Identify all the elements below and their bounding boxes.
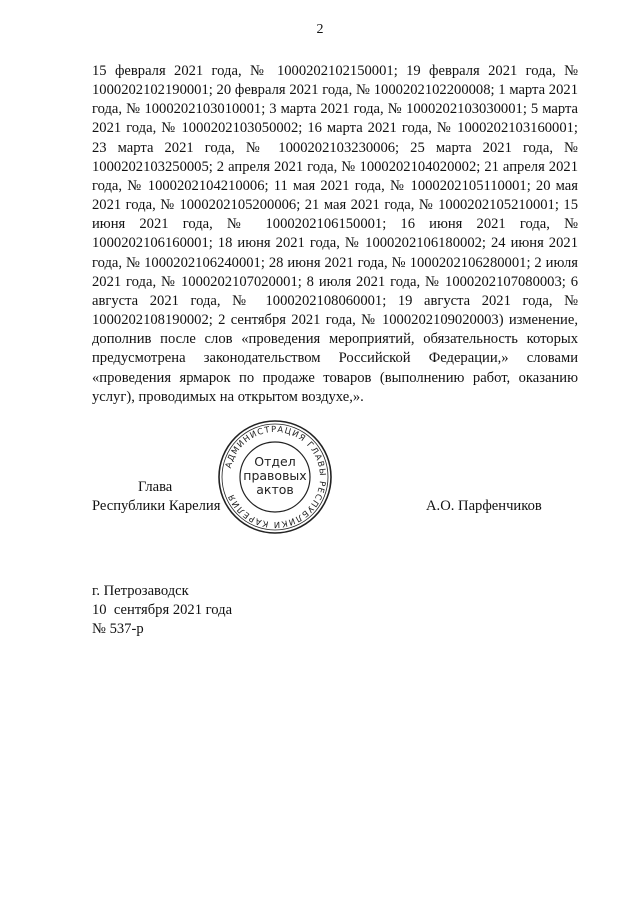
decree-body-text: 15 февраля 2021 года, № 1000202102150001; 19 февраля 2021 года, № 1000202102190001; 20 февраля 2021 года, № 1000202102200008; 1 марта 2021 года, № 1000202103010001; 3 марта 2021 года, № 1000202103030001; 5 марта 2021 года, № 1000202103050002; 16 марта 2021 года, № 1000202103160001; 23 марта 2021 года, № 1000202103230006; 25 марта 2021 года, № 1000202103250005; 2 апреля 2021 года, № 1000202104020002; 21 апреля 2021 года, № 1000202104210006; 11 мая 2021 года, № 1000202105110001; 20 мая 2021 года, № 1000202105200006; 21 мая 2021 года, № 1000202105210001; 15 июня 2021 года, № 1000202106150001; 16 июня 2021 года, № 1000202106160001; 18 июня 2021 года, № 1000202106180002; 24 июня 2021 года, № 1000202106240001; 28 июня 2021 года, № 1000202106280001; 2 июля 2021 года, № 1000202107020001; 8 июля 2021 года, № 1000202107080003; 6 августа 2021 года, № 1000202108060001; 19 августа 2021 года, № 1000202108190002; 2 сентября 2021 года, № 1000202109020003) изменение, дополнив после слов «проведения мероприятий, обязательность которых предусмотрена законодательством Российской Федерации,» словами «проведения ярмарок по продаже товаров (выполнению работ, оказанию услуг), проводимых на открытом воздухе,».	[92, 63, 578, 405]
footer-order-number: № 537-р	[92, 621, 144, 637]
signature-block	[92, 478, 578, 522]
signatory-name: А.О. Парфенчиков	[426, 498, 542, 514]
stamp-ring-text: АДМИНИСТРАЦИЯ ГЛАВЫ РЕСПУБЛИКИ КАРЕЛИЯ	[222, 423, 329, 531]
signatory-title-line1: Глава	[138, 479, 173, 495]
stamp-center-line3: актов	[256, 482, 294, 497]
official-stamp	[216, 418, 334, 536]
document-footer	[92, 582, 232, 639]
signatory-title-line2: Республики Карелия	[92, 498, 221, 514]
footer-city: г. Петрозаводск	[92, 583, 189, 599]
stamp-center-line1: Отдел	[254, 454, 296, 469]
footer-date: 10 сентября 2021 года	[92, 602, 233, 618]
page-number: 2	[316, 22, 324, 37]
stamp-center-line2: правовых	[243, 468, 307, 483]
